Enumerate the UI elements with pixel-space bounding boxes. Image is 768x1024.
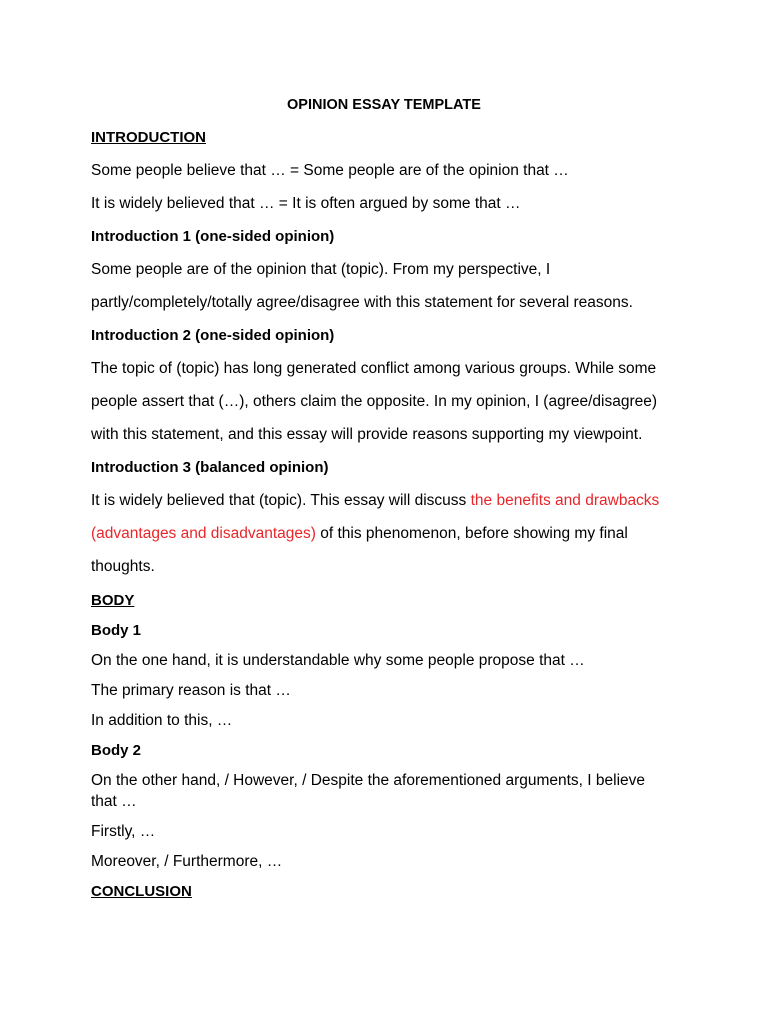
subheading-introduction-2: Introduction 2 (one-sided opinion) — [91, 327, 335, 344]
highlighted-text: (advantages and disadvantages) — [91, 525, 316, 542]
paragraph-line: Some people are of the opinion that (topic). From my perspective, I — [91, 261, 551, 278]
paragraph-line: with this statement, and this essay will provide reasons supporting my viewpoint. — [91, 426, 643, 443]
paragraph-line: that … — [91, 793, 137, 810]
paragraph-text: It is widely believed that (topic). This essay will discuss — [91, 492, 471, 509]
intro-phrase-line: Some people believe that … = Some people are of the opinion that … — [91, 162, 569, 179]
intro-phrase-line: It is widely believed that … = It is often argued by some that … — [91, 195, 521, 212]
paragraph-line: people assert that (…), others claim the opposite. In my opinion, I (agree/disagree) — [91, 393, 658, 410]
paragraph-line: On the other hand, / However, / Despite the aforementioned arguments, I believe — [91, 772, 646, 789]
paragraph-line: partly/completely/totally agree/disagree with this statement for several reasons. — [91, 294, 633, 311]
section-heading-body: BODY — [91, 592, 135, 609]
subheading-body-1: Body 1 — [91, 622, 142, 639]
paragraph-line — [91, 524, 691, 544]
paragraph-line: In addition to this, … — [91, 712, 233, 729]
subheading-body-2: Body 2 — [91, 742, 142, 759]
section-heading-introduction: INTRODUCTION — [91, 129, 206, 146]
section-heading-conclusion: CONCLUSION — [91, 883, 192, 900]
paragraph-line: On the one hand, it is understandable why some people propose that … — [91, 652, 585, 669]
document-title: OPINION ESSAY TEMPLATE — [287, 97, 481, 113]
subheading-introduction-3: Introduction 3 (balanced opinion) — [91, 459, 329, 476]
paragraph-text: of this phenomenon, before showing my final — [315, 525, 628, 542]
subheading-introduction-1: Introduction 1 (one-sided opinion) — [91, 228, 335, 245]
highlighted-text: the benefits and drawbacks — [470, 492, 660, 509]
paragraph-line: The topic of (topic) has long generated conflict among various groups. While some — [91, 360, 657, 377]
paragraph-line: Firstly, … — [91, 823, 156, 840]
paragraph-line: Moreover, / Furthermore, … — [91, 853, 283, 870]
paragraph-line — [91, 491, 691, 511]
paragraph-line: The primary reason is that … — [91, 682, 291, 699]
paragraph-line: thoughts. — [91, 558, 155, 575]
